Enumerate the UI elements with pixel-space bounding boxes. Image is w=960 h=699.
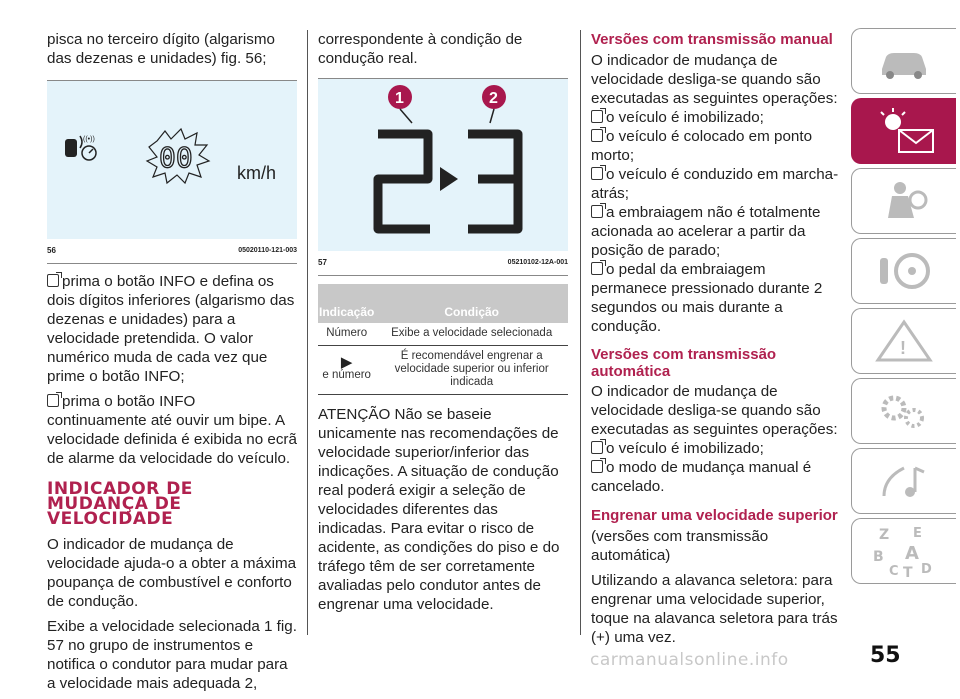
tab-driving[interactable] — [851, 238, 956, 304]
bullet-item: o pedal da embraiagem permanece pressionado durante 2 segundos ou mais durante a condução. — [591, 261, 823, 335]
svg-text:D: D — [921, 562, 932, 577]
selected-gear-digit — [378, 134, 430, 229]
bullet-item: prima o botão INFO continuamente até ouvir um bipe. A velocidade definida é exibida no ecrã de alarme da velocidade do veículo. — [47, 393, 297, 467]
svg-text:E: E — [913, 526, 922, 541]
svg-text:1: 1 — [395, 90, 404, 107]
manual-title: Versões com transmissão manual — [591, 31, 833, 48]
recommended-gear-digit — [468, 134, 518, 229]
paragraph: Exibe a velocidade selecionada 1 fig. 57 no grupo de instrumentos e notifica o condutor para mudar para a velocidade mais adequada 2, — [47, 618, 297, 692]
bullet-item: a embraiagem não é totalmente acionada ao acelerar a partir da posição de parado; — [591, 204, 821, 259]
bullet-item: o veículo é imobilizado; — [591, 439, 841, 458]
table-header: Condição — [375, 284, 568, 323]
bullet-icon — [47, 274, 59, 287]
figure-number: 56 — [47, 246, 56, 255]
svg-text:!: ! — [900, 338, 906, 358]
column-divider — [307, 30, 308, 635]
table-row: ▶ e número É recomendável engrenar a velocidade superior ou inferior indicada — [318, 346, 568, 395]
speed-alarm-icon — [65, 136, 96, 160]
bullet-icon — [591, 167, 603, 180]
bullet-item: o modo de mudança manual é cancelado. — [591, 459, 812, 495]
col1-intro: pisca no terceiro dígito (algarismo das dezenas e unidades) fig. 56; — [47, 31, 275, 67]
upshift-title: Engrenar uma velocidade superior — [591, 507, 838, 524]
speed-unit: km/h — [237, 163, 277, 183]
tab-index[interactable] — [851, 518, 956, 584]
gear-indicator-display — [318, 79, 568, 251]
tab-safety[interactable] — [851, 168, 956, 234]
steering-wheel-icon — [874, 248, 934, 294]
manual-intro: O indicador de mudança de velocidade desliga-se quando são executadas as seguintes operações: — [591, 52, 838, 107]
emergency-icon — [874, 318, 934, 364]
figure-57 — [318, 78, 568, 251]
section-title: INDICADOR DE MUDANÇA DE VELOCIDADE — [47, 479, 193, 529]
warning-text: ATENÇÃO Não se baseie unicamente nas recomendações de velocidade superior/inferior das indicações. A situação de condução real poderá exigir a seleção de velocidades diferentes das indicadas. Para evitar o risco de acidente, as condições do piso e do tráfego têm de ser corretamente avaliadas pelo condutor antes de engrenar uma velocidade. — [318, 406, 560, 613]
bullet-item: prima o botão INFO e defina os dois dígitos inferiores (algarismo das dezenas e unidades) para a velocidade pretendida. O valor numérico muda de cada vez que prime o botão INFO; — [47, 273, 295, 385]
multimedia-icon — [874, 458, 934, 504]
badge-1 — [388, 85, 412, 123]
watermark: carmanualsonline.info — [590, 650, 789, 670]
bullet-item: o veículo é conduzido em marcha-atrás; — [591, 166, 839, 202]
bullet-icon — [591, 262, 603, 275]
svg-text:2: 2 — [489, 90, 498, 107]
bullet-icon — [47, 394, 59, 407]
figure-number: 57 — [318, 258, 327, 267]
table-row: Número Exibe a velocidade selecionada — [318, 323, 568, 346]
svg-text:((•)): ((•)) — [83, 136, 95, 143]
shift-arrow-icon: ▶ — [340, 354, 353, 371]
svg-text:C: C — [889, 564, 899, 579]
col2-intro: correspondente à condição de condução real. — [318, 31, 523, 67]
svg-text:Z: Z — [879, 527, 890, 543]
figure-57-caption — [318, 251, 568, 276]
shift-arrow-icon — [440, 167, 458, 191]
speed-digits: 00 — [159, 141, 193, 174]
figure-56-caption — [47, 239, 297, 264]
svg-text:T: T — [903, 565, 913, 579]
flashing-digits — [147, 129, 209, 183]
bullet-icon — [591, 129, 603, 142]
speed-alarm-display — [47, 81, 297, 239]
column-3 — [591, 30, 841, 647]
bullet-item: o veículo é imobilizado; — [591, 108, 841, 127]
upshift-text: Utilizando a alavanca seletora: para engrenar uma velocidade superior, toque na alavanca seletora para trás (+) uma vez. — [591, 572, 838, 646]
bullet-icon — [591, 110, 603, 123]
badge-2 — [482, 85, 506, 123]
tab-warning-lights[interactable] — [851, 98, 956, 164]
bullet-icon — [591, 460, 603, 473]
svg-text:B: B — [873, 549, 884, 565]
figure-code: 05210102-12A-001 — [507, 259, 568, 266]
maintenance-gears-icon — [874, 388, 934, 434]
bullet-icon — [591, 205, 603, 218]
bullet-icon — [591, 441, 603, 454]
tab-emergency[interactable] — [851, 308, 956, 374]
page-number: 55 — [870, 643, 901, 668]
index-letters-icon — [869, 523, 939, 579]
table-header: Indicação — [318, 284, 375, 323]
chapter-tabs — [851, 28, 960, 588]
auto-intro: O indicador de mudança de velocidade desliga-se quando são executadas as seguintes operações: — [591, 383, 838, 438]
tab-car[interactable] — [851, 28, 956, 94]
tab-multimedia[interactable] — [851, 448, 956, 514]
column-1 — [47, 30, 297, 699]
indicator-table — [318, 284, 568, 395]
car-icon — [874, 41, 934, 81]
auto-title: Versões com transmissão automática — [591, 346, 777, 380]
tab-maintenance[interactable] — [851, 378, 956, 444]
svg-text:A: A — [905, 543, 919, 564]
bullet-item: o veículo é colocado em ponto morto; — [591, 128, 813, 164]
paragraph: O indicador de mudança de velocidade ajuda-o a obter a máxima poupança de combustível e conforto de condução. — [47, 536, 297, 610]
upshift-subtitle: (versões com transmissão automática) — [591, 528, 769, 564]
column-divider — [580, 30, 581, 635]
warning-lights-icon — [869, 106, 939, 156]
airbag-seat-icon — [874, 178, 934, 224]
column-2 — [318, 30, 568, 620]
figure-code: 05020110-121-003 — [238, 247, 297, 254]
figure-56 — [47, 80, 297, 239]
